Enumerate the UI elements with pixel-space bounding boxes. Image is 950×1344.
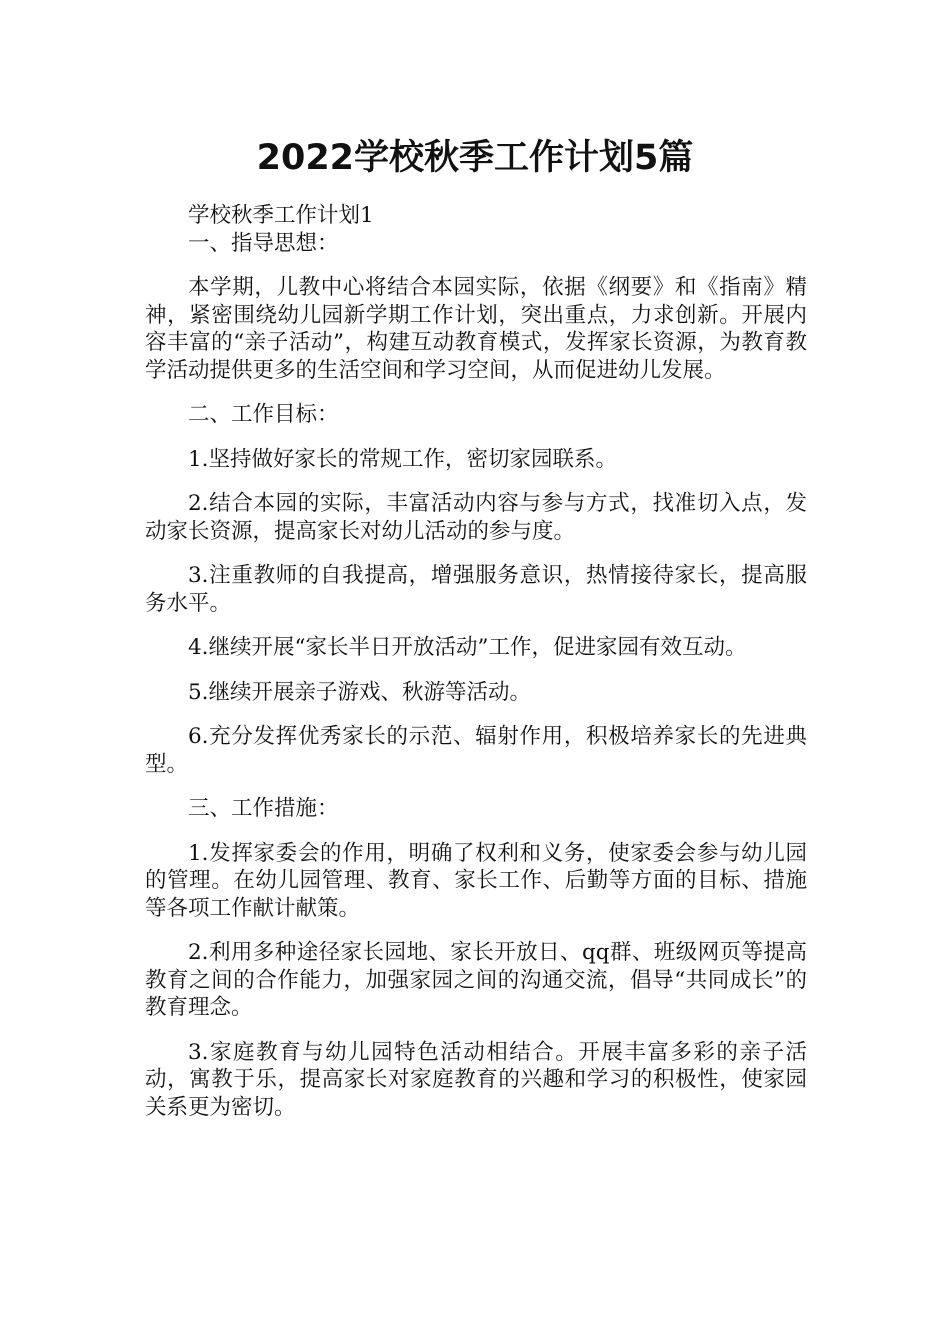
section-heading: 学校秋季工作计划1 [188,203,374,228]
section-heading: 二、工作目标： [188,402,339,427]
document-title: 2022学校秋季工作计划5篇 [256,138,694,178]
paragraph: 4.继续开展“家长半日开放活动”工作，促进家园有效互动。 [188,635,747,660]
paragraph: 6.充分发挥优秀家长的示范、辐射作用，积极培养家长的先进典型。 [145,724,807,777]
section-heading: 三、工作措施： [188,796,339,821]
paragraph: 2.结合本园的实际，丰富活动内容与参与方式，找准切入点，发动家长资源，提高家长对幼儿活动的参与度。 [145,491,807,544]
paragraph: 1.坚持做好家长的常规工作，密切家园联系。 [188,446,618,472]
paragraph: 3.注重教师的自我提高，增强服务意识，热情接待家长，提高服务水平。 [145,563,807,616]
paragraph: 本学期，儿教中心将结合本园实际，依据《纲要》和《指南》精神，紧密围绕幼儿园新学期工作计划，突出重点，力求创新。开展内容丰富的“亲子活动”，构建互动教育模式，发挥家长资源，为教育教学活动提供更多的生活空间和学习空间，从而促进幼儿发展。 [145,275,807,383]
paragraph: 5.继续开展亲子游戏、秋游等活动。 [188,679,532,705]
section-heading: 一、指导思想： [188,230,339,256]
paragraph: 1.发挥家委会的作用，明确了权利和义务，使家委会参与幼儿园的管理。在幼儿园管理、教育、家长工作、后勤等方面的目标、措施等各项工作献计献策。 [145,840,807,921]
document-body [145,202,807,1138]
paragraph: 3.家庭教育与幼儿园特色活动相结合。开展丰富多彩的亲子活动，寓教于乐，提高家长对家庭教育的兴趣和学习的积极性，使家园关系更为密切。 [145,1039,807,1120]
paragraph: 2.利用多种途径家长园地、家长开放日、qq群、班级网页等提高教育之间的合作能力，加强家园之间的沟通交流，倡导“共同成长”的教育理念。 [145,940,807,1020]
